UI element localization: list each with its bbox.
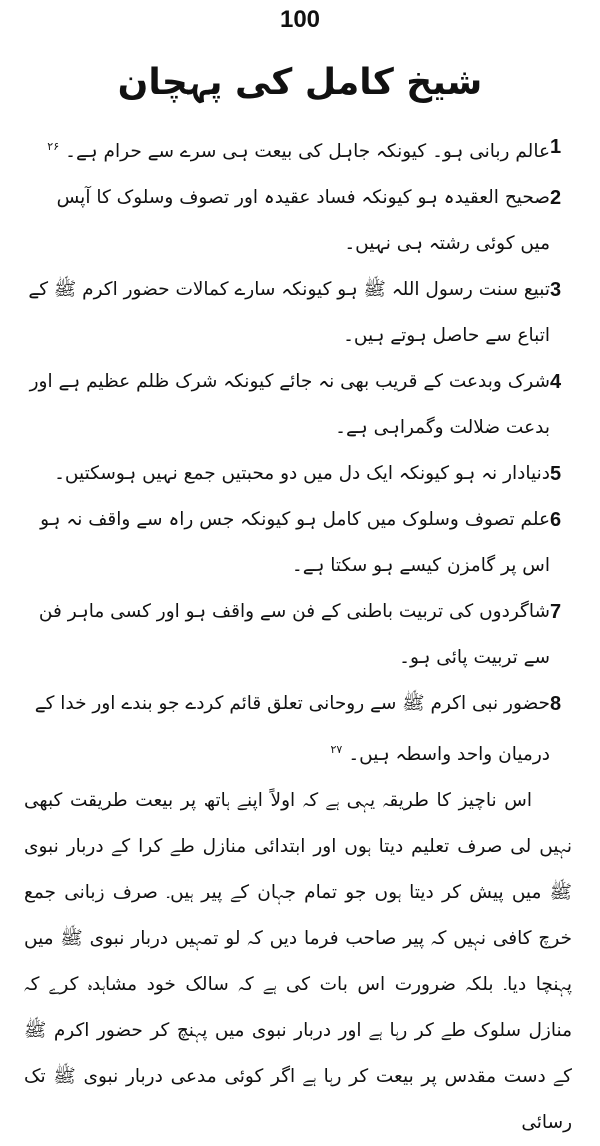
list-item-number: 8	[550, 693, 562, 716]
list-item	[24, 124, 572, 175]
page-title: شیخ کامل کی پہچان	[117, 62, 483, 103]
list-item-number: 1	[550, 136, 562, 158]
list-item-number: 6	[550, 509, 562, 532]
list-item-text: علم تصوف وسلوک میں کامل ہو کیونکہ جس راہ سے واقف نہ ہو اس پر گامزن کیسے ہو سکتا ہے۔	[40, 509, 550, 577]
list-item-number: 4	[550, 371, 562, 394]
body-paragraph: اس ناچیز کا طریقہ یہی ہے کہ اولاً اپنے ہاتھ پر بیعت طریقت کبھی نہیں لی صرف تعلیم دیتا ہوں اور ابتدائی منازل طے کرا کے دربار نبوی ﷺ میں پیش کر دیتا ہوں جو تمام جہان کے پیر ہیں۔ صرف زبانی جمع خرچ کافی نہیں کہ پیر صاحب فرما دیں کہ لو تمہیں دربار نبوی ﷺ میں پہنچا دیا۔ بلکہ ضرورت اس بات کی ہے کہ سالک خود مشاہدہ کرے کہ منازل سلوک طے کر رہا ہے اور دربار نبوی میں پہنچ کر حضور اکرم ﷺ کے دست مقدس پر بیعت کر رہا ہے اگر کوئی مدعی دربار نبوی ﷺ تک رسائی	[24, 790, 572, 1134]
list-item-text: عالم ربانی ہو۔ کیونکہ جاہل کی بیعت ہی سرے سے حرام ہے۔$^{۲۶}$	[47, 140, 550, 163]
list-item-number: 2	[550, 187, 562, 210]
list-item-text: تبیع سنت رسول اللہ ﷺ ہو کیونکہ سارے کمالات حضور اکرم ﷺ کے اتباع سے حاصل ہوتے ہیں۔	[28, 279, 550, 347]
list-item	[24, 681, 572, 778]
list-item	[24, 267, 572, 359]
list-item-number: 5	[550, 463, 562, 486]
list-item-number: 3	[550, 279, 562, 302]
page-body	[24, 124, 572, 1146]
list-item-text: شاگردوں کی تربیت باطنی کے فن سے واقف ہو اور کسی ماہر فن سے تربیت پائی ہو۔	[38, 601, 550, 669]
list-item-text: حضور نبی اکرم ﷺ سے روحانی تعلق قائم کردے جو بندے اور خدا کے درمیان واحد واسطہ ہیں۔$^{۲۷}$	[34, 693, 550, 766]
list-item-text: دنیادار نہ ہو کیونکہ ایک دل میں دو محبتیں جمع نہیں ہوسکتیں۔	[54, 463, 550, 485]
footnote-reference: ۲۶	[47, 140, 60, 153]
list-item	[24, 359, 572, 451]
list-item	[24, 451, 572, 497]
list-item-text: صحیح العقیدہ ہو کیونکہ فساد عقیدہ اور تصوف وسلوک کا آپس میں کوئی رشتہ ہی نہیں۔	[56, 187, 550, 255]
footnote-reference: ۲۷	[330, 743, 343, 757]
list-item-text: شرک وبدعت کے قریب بھی نہ جائے کیونکہ شرک ظلم عظیم ہے اور بدعت ضلالت وگمراہی ہے۔	[29, 371, 550, 439]
list-item-number: 7	[550, 601, 562, 624]
page-number: 100	[279, 6, 321, 33]
list-item	[24, 175, 572, 267]
list-item	[24, 589, 572, 681]
list-item	[24, 497, 572, 589]
